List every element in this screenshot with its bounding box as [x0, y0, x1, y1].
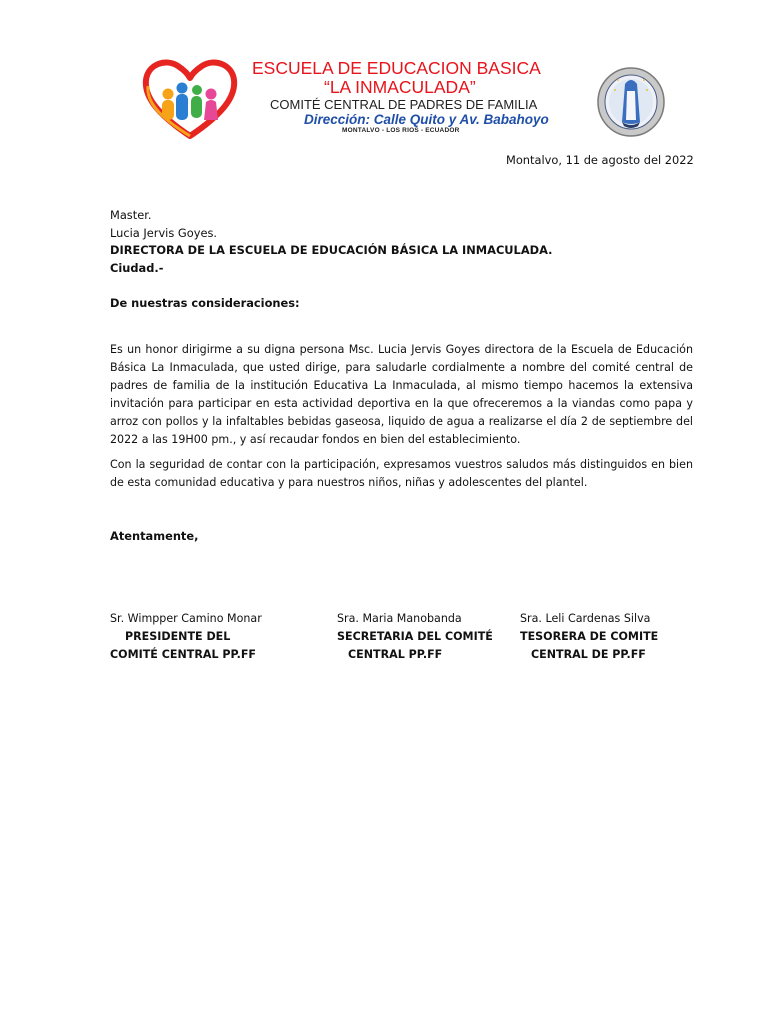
heart-family-logo-icon — [140, 56, 240, 140]
body-paragraph-greeting: Con la seguridad de contar con la participación, expresamos vuestros saludos más distinguidos en bien de esta comunidad educativa y para nuestros niños, niñas y adolescentes del plantel. — [110, 458, 693, 489]
signature-title-line: CENTRAL PP.FF — [348, 648, 443, 661]
letter-date: Montalvo, 11 de agosto del 2022 — [506, 153, 694, 167]
school-city: MONTALVO - LOS RIOS - ECUADOR — [342, 127, 460, 134]
virgin-mary-seal-icon — [596, 66, 666, 138]
recipient-position: DIRECTORA DE LA ESCUELA DE EDUCACIÓN BÁSICA LA INMACULADA. — [110, 243, 553, 257]
signature-name: Sra. Leli Cardenas Silva — [520, 612, 651, 625]
committee-heading: COMITÉ CENTRAL DE PADRES DE FAMILIA — [270, 97, 538, 112]
signature-title-line: PRESIDENTE DEL — [125, 630, 231, 643]
recipient-block — [110, 207, 650, 277]
body-paragraph-invitation: Es un honor dirigirme a su digna persona Msc. Lucia Jervis Goyes directora de la Escuela de Educación Básica La Inmaculada, que usted dirige, para saludarle cordialmente a nombre del comité central de padres de familia de la institución Educativa La Inmaculada, al mismo tiempo hacemos la extensiva invitación para participar en esta actividad deportiva en la que ofreceremos a la viandas como papa y arroz con pollos y la infaltables bebidas gaseosa, liquido de agua a realizarse el día 2 de septiembre del 2022 a las 19H00 pm., y así recaudar fondos en bien del establecimiento. — [110, 343, 693, 446]
signature-name: Sr. Wimpper Camino Monar — [110, 612, 262, 625]
school-type-heading: ESCUELA DE EDUCACION BASICA — [252, 58, 541, 78]
signature-president — [110, 610, 262, 664]
school-name-heading: “LA INMACULADA” — [324, 77, 476, 97]
school-address: Dirección: Calle Quito y Av. Babahoyo — [304, 112, 549, 127]
signature-treasurer — [520, 610, 658, 664]
signature-title-line: CENTRAL DE PP.FF — [531, 648, 646, 661]
recipient-city: Ciudad.- — [110, 260, 164, 275]
recipient-honorific: Master. — [110, 208, 152, 222]
recipient-name: Lucia Jervis Goyes. — [110, 225, 218, 240]
signature-secretary — [337, 610, 493, 664]
signature-title-line: TESORERA DE COMITE — [520, 630, 659, 643]
signature-title-line: COMITÉ CENTRAL PP.FF — [110, 648, 256, 661]
closing: Atentamente, — [110, 529, 199, 543]
signature-title-line: SECRETARIA DEL COMITÉ — [337, 630, 493, 643]
signature-name: Sra. Maria Manobanda — [337, 612, 462, 625]
salutation: De nuestras consideraciones: — [110, 296, 300, 310]
